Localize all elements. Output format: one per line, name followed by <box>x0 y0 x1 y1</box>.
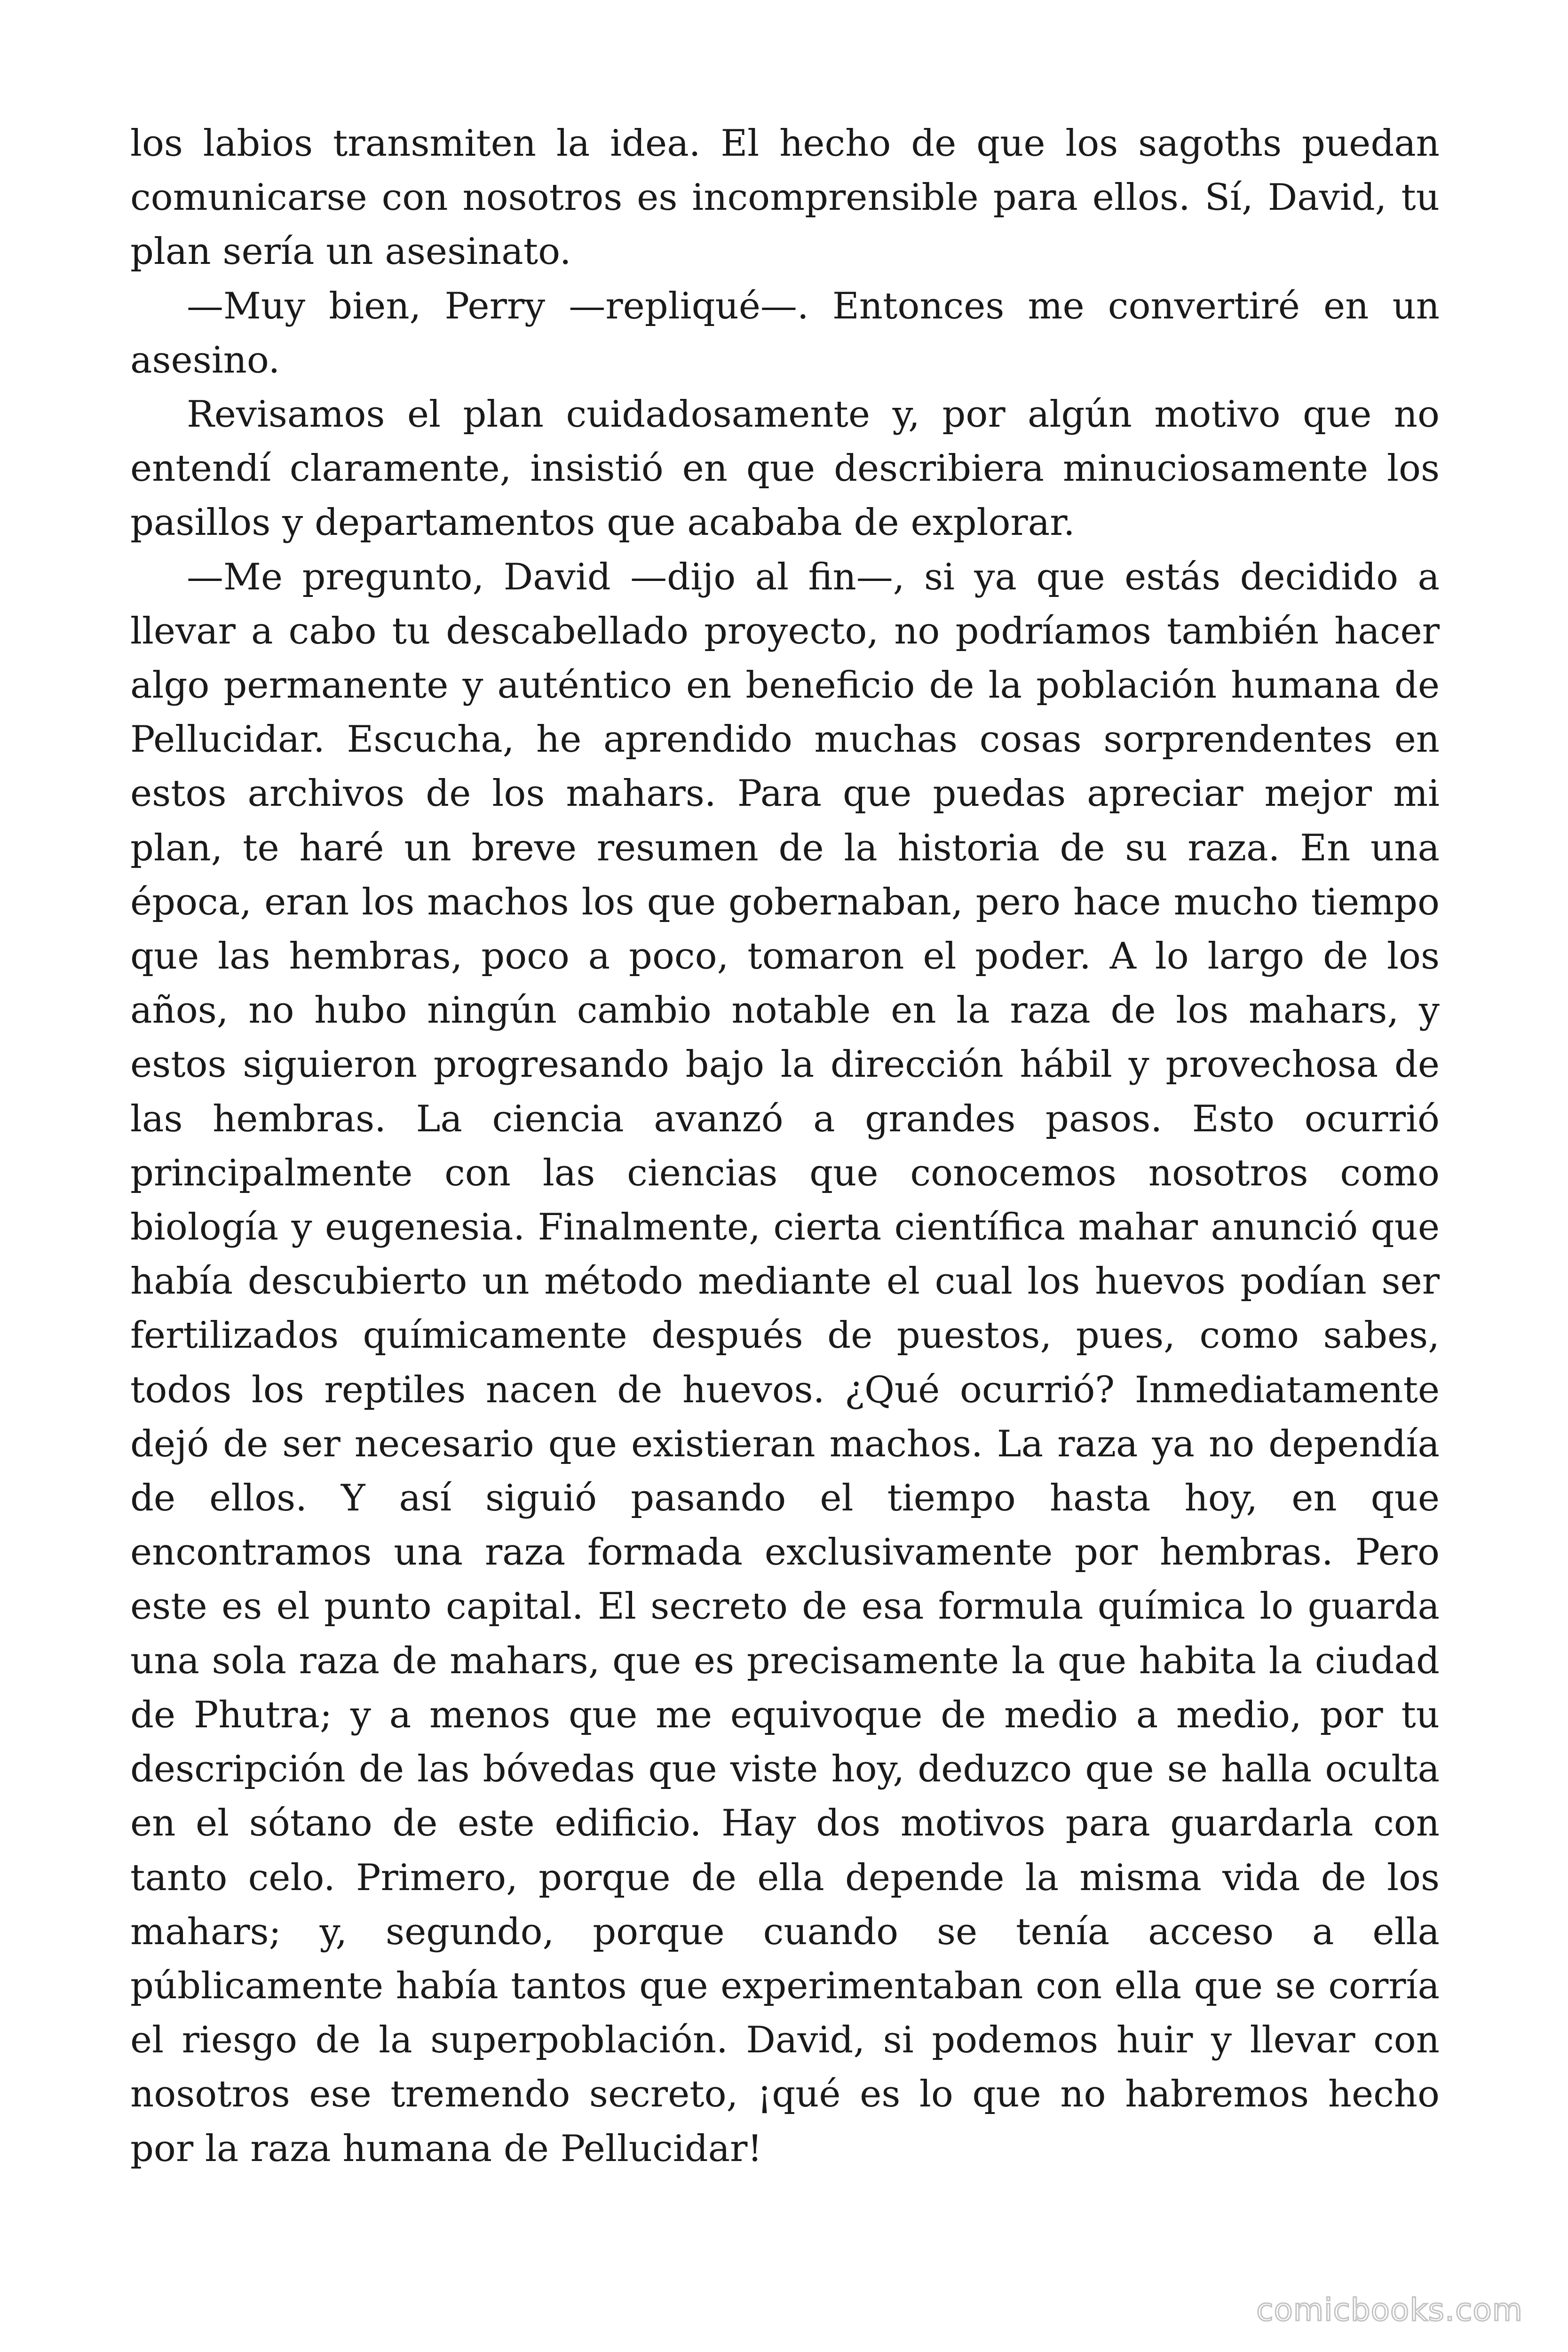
paragraph-4: —Me pregunto, David —dijo al fin—, si ya que estás decidido a llevar a cabo tu descabellado proyecto, no podríamos también hacer algo permanente y auténtico en beneficio de la población humana de Pellucidar. Escucha, he aprendido muchas cosas sorprendentes en estos archivos de los mahars. Para que puedas apreciar mejor mi plan, te haré un breve resumen de la historia de su raza. En una época, eran los machos los que gobernaban, pero hace mucho tiempo que las hembras, poco a poco, tomaron el poder. A lo largo de los años, no hubo ningún cambio notable en la raza de los mahars, y estos siguieron progresando bajo la dirección hábil y provechosa de las hembras. La ciencia avanzó a grandes pasos. Esto ocurrió principalmente con las ciencias que conocemos nosotros como biología y eugenesia. Finalmente, cierta científica mahar anunció que había descubierto un método mediante el cual los huevos podían ser fertilizados químicamente después de puestos, pues, como sabes, todos los reptiles nacen de huevos. ¿Qué ocurrió? Inmediatamente dejó de ser necesario que existieran machos. La raza ya no dependía de ellos. Y así siguió pasando el tiempo hasta hoy, en que encontramos una raza formada exclusivamente por hembras. Pero este es el punto capital. El secreto de esa formula química lo guarda una sola raza de mahars, que es precisamente la que habita la ciudad de Phutra; y a menos que me equivoque de medio a medio, por tu descripción de las bóvedas que viste hoy, deduzco que se halla oculta en el sótano de este edificio. Hay dos motivos para guardarla con tanto celo. Primero, porque de ella depende la misma vida de los mahars; y, segundo, porque cuando se tenía acceso a ella públicamente había tantos que experimentaban con ella que se corría el riesgo de la superpoblación. David, si podemos huir y llevar con nosotros ese tremendo secreto, ¡qué es lo que no habremos hecho por la raza humana de Pellucidar! <box>130 556 1440 2170</box>
paragraph-3: Revisamos el plan cuidadosamente y, por algún motivo que no entendí claramente, insistió en que describiera minuciosamente los pasillos y departamentos que acababa de explorar. <box>130 393 1440 544</box>
paragraph-1: los labios transmiten la idea. El hecho de que los sagoths puedan comunicarse con nosotros es incomprensible para ellos. Sí, David, tu plan sería un asesinato. <box>130 122 1440 273</box>
body-text <box>130 117 1440 2176</box>
watermark-logo: comicbooks.com <box>1256 2292 1523 2328</box>
paragraph-2: —Muy bien, Perry —repliqué—. Entonces me convertiré en un asesino. <box>130 285 1440 381</box>
